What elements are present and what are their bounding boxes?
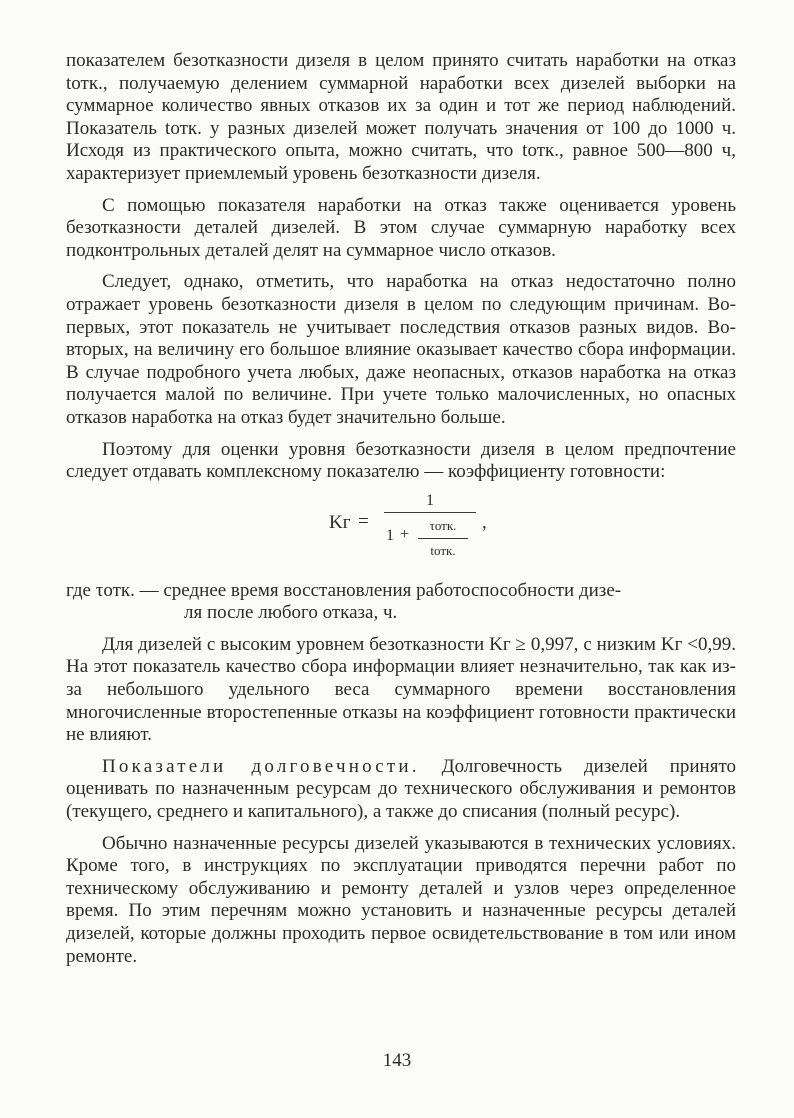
legend-continuation: ля после любого отказа, ч. [184, 602, 398, 624]
paragraph: Обычно назначенные ресурсы дизелей указываются в технических условиях. Кроме того, в инструкциях по эксплуатации приводятся перечни работ по техническому обслуживанию и ремонту деталей и узлов через определенное время. По этим перечням можно установить и назначенные ресурсы деталей дизелей, которые должны проходить первое освидетельствование в том или ином ремонте. [66, 832, 736, 967]
inner-fraction-bar [418, 538, 468, 539]
formula-fraction [384, 490, 476, 563]
page-body [66, 50, 736, 968]
inner-numerator: τотк. [429, 517, 457, 533]
paragraph [66, 756, 736, 824]
availability-formula [66, 490, 736, 570]
formula-comma: , [482, 511, 487, 533]
formula-lhs: Kг [329, 511, 351, 533]
denominator-one: 1 [386, 526, 394, 544]
legend-line: где τотк. — среднее время восстановления работоспособности дизе- [66, 579, 622, 601]
formula-numerator: 1 [426, 491, 434, 509]
paragraph: Следует, однако, отметить, что наработка на отказ недостаточно полно отражает уровень безотказности дизеля в целом по следующим причинам. Во-первых, этот показатель не учитывает последствия отказов разных видов. Во-вторых, на величину его большое влияние оказывает качество сбора информации. В случае подробного учета любых, даже неопасных, отказов наработка на отказ получается малой по величине. При учете только малочисленных, но опасных отказов наработка на отказ будет значительно больше. [66, 271, 736, 428]
paragraph-tail: Долговечность дизелей принято оценивать по назначенным ресурсам до технического обслуживания и ремонтов (текущего, среднего и капитального), а также до списания (полный ресурс). [66, 755, 736, 823]
paragraph-tail: На этот показатель качество сбора информации влияет незначительно, так как из-за небольшого удельного веса суммарного времени восстановления многочисленные второстепенные отказы на коэффициент готовности практически не влияют. [66, 656, 736, 746]
paragraph: С помощью показателя наработки на отказ также оценивается уровень безотказности деталей дизелей. В этом случае суммарную наработку всех подконтрольных деталей делят на суммарное число отказов. [66, 194, 736, 261]
page-number: 143 [382, 1050, 412, 1071]
formula-legend [66, 580, 736, 625]
denominator-plus: + [400, 525, 410, 543]
paragraph [66, 634, 736, 747]
inner-fraction [418, 515, 468, 563]
inner-denominator: tотк. [430, 543, 456, 559]
formula-denominator [384, 513, 476, 563]
section-heading: Показатели долговечности. [102, 755, 420, 777]
paragraph: Поэтому для оценки уровня безотказности дизеля в целом предпочтение следует отдавать комплексному показателю — коэффициенту готовности: [66, 438, 736, 483]
formula-equals: = [358, 510, 369, 532]
paragraph-head: Для дизелей с высоким уровнем безотказности Kг ≥ 0,997, с низким Kг <0,99. [102, 633, 736, 655]
paragraph: показателем безотказности дизеля в целом принято считать наработки на отказ tотк., получаемую делением суммарной наработки всех дизелей выборки на суммарное количество явных отказов их за один и тот же период наблюдений. Показатель tотк. у разных дизелей может получать значения от 100 до 1000 ч. Исходя из практического опыта, можно считать, что tотк., равное 500—800 ч, характеризует приемлемый уровень безотказности дизеля. [66, 50, 736, 184]
